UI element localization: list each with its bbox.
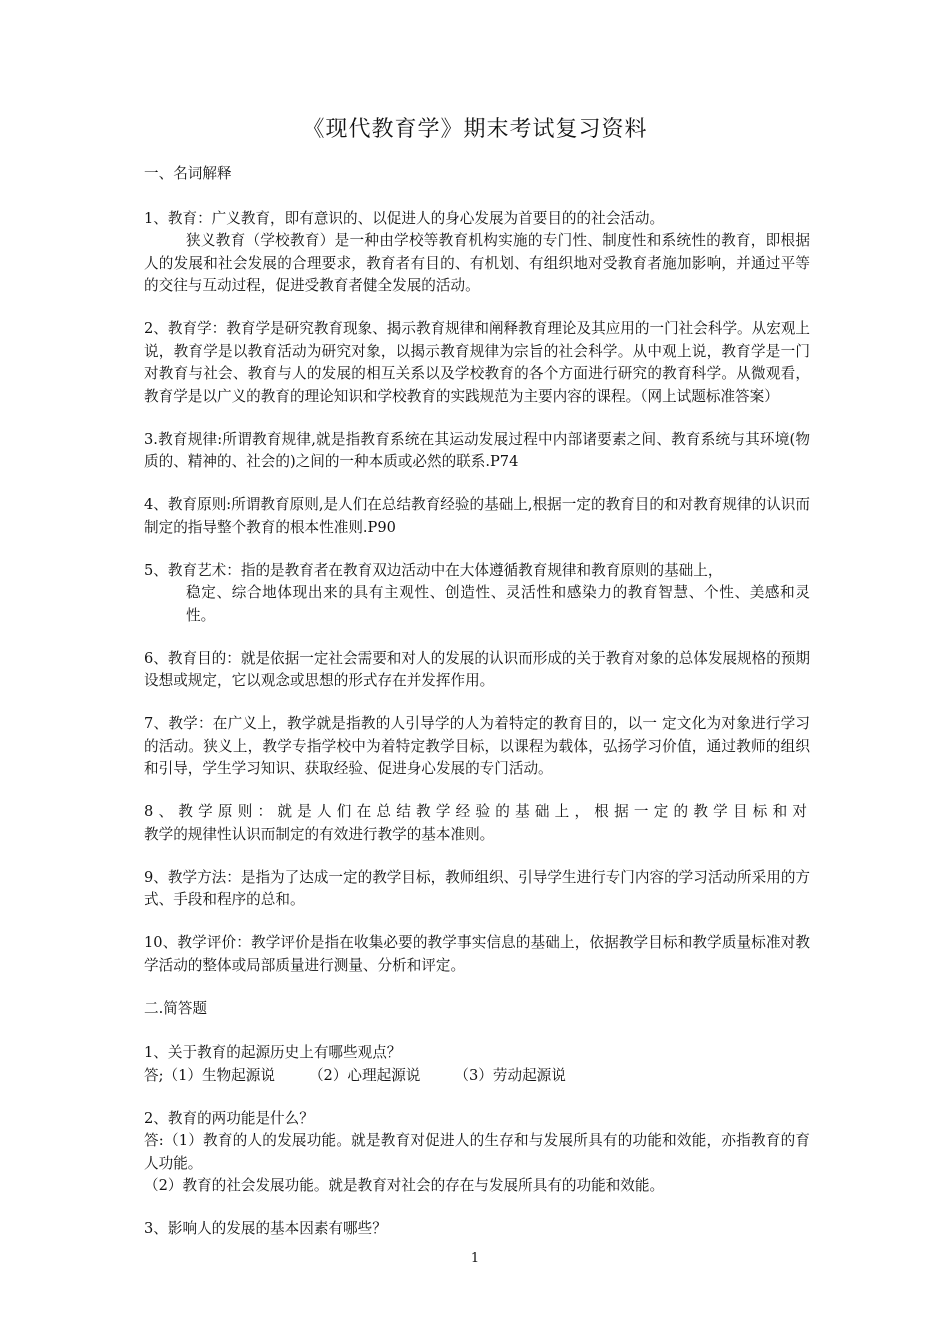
document-title: 《现代教育学》期末考试复习资料 <box>302 117 648 142</box>
question-3-text: 3、影响人的发展的基本因素有哪些？ <box>144 1220 387 1237</box>
question-2 <box>144 1108 810 1198</box>
definition-8-line-2: 教学的规律性认识而制定的有效进行教学的基本准则。 <box>144 825 495 843</box>
question-1 <box>144 1042 810 1087</box>
definition-item-3: 3.教育规律:所谓教育规律,就是指教育系统在其运动发展过程中内部诸要素之间、教育系统与其环境(物质的、精神的、社会的)之间的一种本质或必然的联系.P74 <box>144 430 810 470</box>
definition-item-4: 4、教育原则:所谓教育原则,是人们在总结教育经验的基础上,根据一定的教育目的和对教育规律的认识而制定的指导整个教育的根本性准则.P90 <box>144 496 810 536</box>
definition-1-line-1: 1、教育：广义教育，即有意识的、以促进人的身心发展为首要目的的社会活动。 <box>144 209 665 227</box>
definition-5-line-2: 稳定、综合地体现出来的具有主观性、创造性、灵活性和感染力的教育智慧、个性、美感和灵性。 <box>186 584 810 624</box>
section-heading-definitions: 一、名词解释 <box>144 165 232 182</box>
definition-item-10: 10、教学评价：教学评价是指在收集必要的教学事实信息的基础上，依据教学目标和教学质量标准对教学活动的整体或局部质量进行测量、分析和评定。 <box>144 934 810 974</box>
question-1-text: 1、关于教育的起源历史上有哪些观点？ <box>144 1044 402 1061</box>
question-1-answer <box>144 1065 810 1088</box>
definition-item-9: 9、教学方法：是指为了达成一定的教学目标，教师组织、引导学生进行专门内容的学习活动所采用的方式、手段和程序的总和。 <box>144 868 811 908</box>
definition-5-line-1: 5、教育艺术：指的是教育者在教育双边活动中在大体遵循教育规律和教育原则的基础上， <box>144 561 723 579</box>
question-2-answer-2: （2）教育的社会发展功能。就是教育对社会的存在与发展所具有的功能和效能。 <box>144 1177 665 1194</box>
document-body <box>144 163 810 1261</box>
page-number: 1 <box>470 1251 480 1266</box>
definition-8-line-1: 8、教学原则：就是人们在总结教学经验的基础上，根据一定的教学目标和对 <box>144 803 810 820</box>
definition-item-5 <box>144 560 810 628</box>
question-3 <box>144 1218 810 1241</box>
definition-1-line-2: 狭义教育（学校教育）是一种由学校等教育机构实施的专门性、制度性和系统性的教育，即根据人的发展和社会发展的合理要求，教育者有目的、有机划、有组织地对受教育者施加影响，并通过平等的交往与互动过程，促进受教育者健全发展的活动。 <box>144 232 810 294</box>
question-2-answer-1: 答:（1）教育的人的发展功能。就是教育对促进人的生存和与发展所具有的功能和效能，亦指教育的育人功能。 <box>144 1132 810 1172</box>
definition-item-2: 2、教育学：教育学是研究教育现象、揭示教育规律和阐释教育理论及其应用的一门社会科学。从宏观上说，教育学是以教育活动为研究对象，以揭示教育规律为宗旨的社会科学。从中观上说，教育学是一门对教育与社会、教育与人的发展的相互关系以及学校教育的各个方面进行研究的教育科学。从微观看，教育学是以广义的教育的理论知识和学校教育的实践规范为主要内容的课程。（网上试题标准答案） <box>144 320 811 405</box>
definition-item-7: 7、教学：在广义上，教学就是指教的人引导学的人为着特定的教育目的，以一 定文化为对象进行学习的活动。狭义上，教学专指学校中为着特定教学目标，以课程为载体，弘扬学习价值，通过教师的组织和引导，学生学习知识、获取经验、促进身心发展的专门活动。 <box>144 715 810 777</box>
definition-item-6: 6、教育目的：就是依据一定社会需要和对人的发展的认识而形成的关于教育对象的总体发展规格的预期设想或规定，它以观念或思想的形式存在并发挥作用。 <box>144 649 811 689</box>
definition-item-1 <box>144 208 810 298</box>
answer-1-part-2: （2）心理起源说 <box>308 1066 421 1084</box>
definition-item-8 <box>144 801 810 846</box>
section-heading-short-answer: 二.简答题 <box>144 999 208 1017</box>
question-2-text: 2、教育的两功能是什么？ <box>144 1109 314 1127</box>
answer-1-part-1: 答;（1）生物起源说 <box>144 1066 275 1084</box>
answer-1-part-3: （3）劳动起源说 <box>454 1066 566 1084</box>
